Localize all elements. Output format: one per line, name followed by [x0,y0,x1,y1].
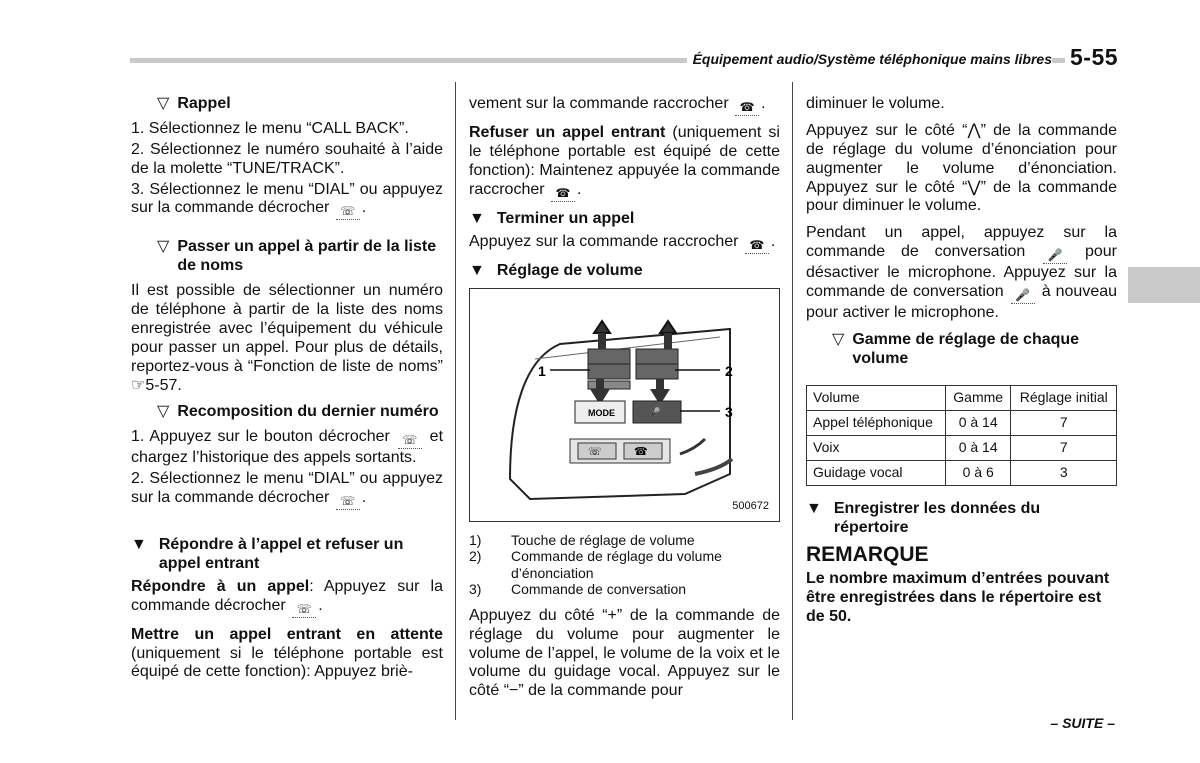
table-cell: Appel téléphonique [807,410,946,435]
paragraph: Appuyez du côté “+” de la commande de réglage du volume pour augmenter le volume de l’appel, le volume de la voix et le volume du guidage vocal. Appuyez sur le côté “−” de la commande pour [469,606,780,700]
column-divider [455,82,456,720]
section-heading: ▼ Répondre à l’appel et refuser un appel entrant [131,536,404,572]
paragraph: Refuser un appel entrant (uniquement si le téléphone portable est équipé de cette fonction): Maintenez appuyée la commande raccrocher ☎ . [469,124,780,200]
table-row [807,410,1117,435]
column-1 [131,95,443,690]
column-3 [806,95,1117,635]
paragraph: Mettre un appel entrant en attente (uniquement si le téléphone portable est équipé de cette fonction): Appuyez briè- [131,625,443,681]
header-title: Équipement audio/Système téléphonique mains libres [687,51,1052,68]
table-cell: Voix [807,435,946,460]
page-number: 5-55 [1070,44,1119,70]
chevron-down-icon: ⋁ [967,178,981,196]
chevron-up-icon: ⋀ [967,121,981,139]
table-cell: 7 [1011,435,1117,460]
phone-hangup-icon: ☎ [745,238,769,254]
steering-switch-figure [469,288,780,522]
caption-item: 1) Touche de réglage de volume [469,532,695,549]
continued-label: – SUITE – [1050,715,1115,731]
paragraph: vement sur la commande raccrocher ☎ . [469,95,766,114]
table-header-row [807,385,1117,410]
step: 2. Sélectionnez le menu “DIAL” ou appuyez sur la commande décrocher ☏ . [131,470,443,508]
caption-item: 2) Commande de réglage du volume d’énonciation [469,548,722,581]
volume-range-table [806,385,1117,486]
remarque-heading: REMARQUE [806,543,929,567]
table-row [807,435,1117,460]
talk-button-icon: 🎤 [1043,248,1067,264]
callout-2: 2 [725,363,733,380]
phone-pickup-icon: ☏ [336,494,360,510]
column-2 [469,95,780,709]
figure-captions [469,532,780,596]
caption-item: 3) Commande de conversation [469,580,687,597]
phone-pickup-icon: ☏ [398,433,422,449]
table-cell: 3 [1011,460,1117,485]
column-divider [792,82,793,720]
table-header: Gamme [945,385,1011,410]
step: 3. Sélectionnez le menu “DIAL” ou appuyez sur la commande décrocher ☏ . [131,180,443,219]
paragraph: Appuyez sur la commande raccrocher ☎ . [469,232,776,252]
step: 2. Sélectionnez le numéro souhaité à l’aide de la molette “TUNE/TRACK”. [131,140,443,177]
callout-3: 3 [725,404,733,421]
step: 1. Appuyez sur le bouton décrocher ☏ et chargez l’historique des appels sortants. [131,428,444,467]
paragraph: diminuer le volume. [806,95,945,112]
subsection-heading: ▽ Gamme de réglage de chaque volume [832,330,1080,367]
phone-hangup-icon: ☎ [735,100,759,116]
subsection-heading: ▽ Recomposition du dernier numéro [157,403,439,421]
paragraph: Il est possible de sélectionner un numéro de téléphone à partir de la liste des noms enregistrée avec l’équipement du véhicule pour passer un appel. Pour plus de détails, reportez-vous à “Fonction de liste de noms” ☞5-57. [131,282,443,394]
section-heading: ▼ Terminer un appel [469,209,635,227]
paragraph: Appuyez sur le côté “⋀” de la commande de réglage du volume d’énonciation pour augmenter le volume d’énonciation. Appuyez sur le côté “⋁” de la commande pour diminuer le volume. [806,121,1118,215]
phone-pickup-icon: ☏ [292,602,316,618]
callout-1: 1 [538,363,546,380]
remarque-body: Le nombre maximum d’entrées pouvant être enregistrées dans le répertoire est de 50. [806,570,1110,625]
steering-switch-illustration [470,289,780,522]
svg-text:☎: ☎ [634,445,648,459]
table-cell: 0 à 14 [945,435,1011,460]
paragraph: Pendant un appel, appuyez sur la commande de conversation 🎤 pour désactiver le microphone. Appuyez sur la commande de conversation 🎤 à nouveau pour activer le microphone. [806,224,1118,321]
figure-code: 500672 [732,500,769,513]
table-cell: 7 [1011,410,1117,435]
table-cell: Guidage vocal [807,460,946,485]
table-row [807,460,1117,485]
svg-text:☏: ☏ [588,445,602,459]
section-heading: ▼ Enregistrer les données du répertoire [806,499,1041,536]
paragraph: Répondre à un appel: Appuyez sur la commande décrocher ☏ . [131,577,444,616]
table-cell: 0 à 14 [945,410,1011,435]
phone-pickup-icon: ☏ [336,204,360,220]
subsection-heading: ▽ Passer un appel à partir de la liste de noms [157,238,437,275]
table-header: Réglage initial [1011,385,1117,410]
phone-hangup-icon: ☎ [551,186,575,202]
mode-label: MODE [588,408,615,419]
subsection-heading: ▽ Rappel [157,95,231,112]
talk-button-icon: 🎤 [1011,288,1035,304]
table-header: Volume [807,385,946,410]
table-cell: 0 à 6 [945,460,1011,485]
svg-text:🎤: 🎤 [648,408,661,420]
step: 1. Sélectionnez le menu “CALL BACK”. [131,119,409,137]
section-tab [1128,267,1200,303]
section-heading: ▼ Réglage de volume [469,261,643,279]
